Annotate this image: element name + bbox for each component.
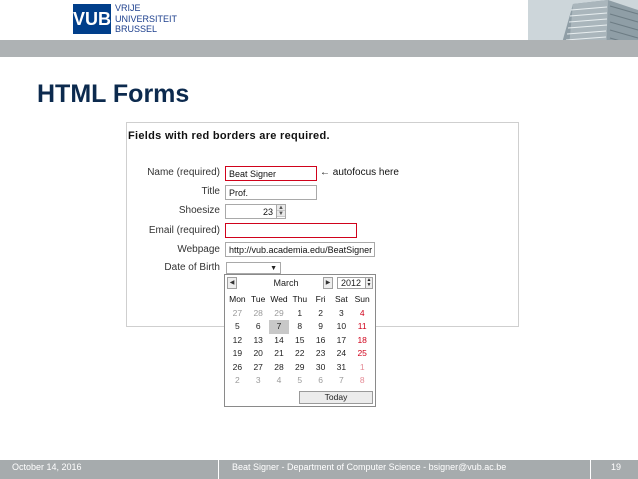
dob-select[interactable] <box>226 262 281 274</box>
footer-divider <box>590 460 591 479</box>
calendar-day[interactable]: 24 <box>336 348 347 358</box>
calendar-day[interactable]: 5 <box>235 321 240 331</box>
weekday-label: Sun <box>354 294 370 304</box>
today-button[interactable]: Today <box>299 391 373 404</box>
calendar-day[interactable]: 16 <box>315 334 326 345</box>
name-input[interactable]: Beat Signer <box>225 166 317 181</box>
label-dob: Date of Birth <box>164 262 220 273</box>
weekday-label: Tue <box>251 294 266 304</box>
weekday-label: Mon <box>229 294 246 304</box>
calendar-day[interactable]: 4 <box>359 307 365 318</box>
label-shoesize: Shoesize <box>178 205 220 216</box>
calendar-day[interactable]: 31 <box>336 361 347 372</box>
weekday-label: Sat <box>335 294 348 304</box>
calendar-day[interactable]: 1 <box>297 307 303 318</box>
calendar-day[interactable]: 8 <box>297 321 303 331</box>
label-name: Name (required) <box>147 167 220 178</box>
stepper-up-icon[interactable]: ▲ <box>278 205 284 211</box>
shoesize-input[interactable]: 23 <box>225 204 286 219</box>
calendar-week <box>227 320 373 334</box>
calendar-day[interactable]: 11 <box>357 321 367 331</box>
email-input[interactable] <box>225 223 357 238</box>
date-picker <box>224 274 376 407</box>
logo-line-1: VRIJE <box>115 3 141 13</box>
footer-divider <box>218 460 219 479</box>
calendar-day[interactable]: 28 <box>253 307 263 318</box>
calendar-day[interactable]: 19 <box>232 348 243 358</box>
calendar-day[interactable]: 10 <box>336 321 347 331</box>
calendar-week <box>227 347 373 361</box>
webpage-input[interactable]: http://vub.academia.edu/BeatSigner <box>225 242 375 257</box>
calendar-week <box>227 374 373 388</box>
label-title: Title <box>201 186 220 197</box>
weekday-label: Wed <box>270 294 288 304</box>
calendar-day[interactable]: 23 <box>315 348 326 358</box>
calendar-day[interactable]: 2 <box>235 375 240 385</box>
calendar-day[interactable]: 9 <box>318 321 323 331</box>
calendar-day[interactable]: 7 <box>269 320 290 334</box>
weekday-label: Fri <box>315 294 326 304</box>
vub-logo <box>35 0 210 40</box>
stepper-down-icon[interactable]: ▼ <box>278 211 284 217</box>
page-title: HTML Forms <box>37 80 190 108</box>
calendar-day[interactable]: 26 <box>232 361 243 372</box>
calendar-day[interactable]: 27 <box>253 361 263 372</box>
next-month-icon[interactable]: ▶ <box>323 277 333 289</box>
calendar-day[interactable]: 1 <box>359 361 365 372</box>
calendar-day[interactable]: 13 <box>253 334 263 345</box>
calendar-day[interactable]: 27 <box>232 307 243 318</box>
calendar-year-stepper[interactable] <box>337 277 373 289</box>
calendar-day[interactable]: 14 <box>274 334 284 345</box>
autofocus-note: ← autofocus here <box>320 167 399 178</box>
calendar-header <box>227 277 373 291</box>
calendar-day[interactable]: 7 <box>339 375 344 385</box>
calendar-day[interactable]: 2 <box>318 307 323 318</box>
calendar-day[interactable]: 30 <box>315 361 326 372</box>
calendar-day[interactable]: 17 <box>336 334 347 345</box>
calendar-day[interactable]: 6 <box>318 375 323 385</box>
label-email: Email (required) <box>148 225 220 236</box>
calendar-day[interactable]: 29 <box>295 361 305 372</box>
year-spin-icon[interactable]: ▲ ▼ <box>366 277 372 288</box>
calendar-grid <box>227 293 373 388</box>
page-number: 19 <box>611 462 622 472</box>
calendar-month: March <box>273 278 299 288</box>
footer-date: October 14, 2016 <box>12 462 82 472</box>
calendar-day[interactable]: 3 <box>255 375 261 385</box>
label-webpage: Webpage <box>177 244 220 255</box>
header-band <box>0 40 638 57</box>
calendar-day[interactable]: 18 <box>357 334 367 345</box>
logo-line-3: BRUSSEL <box>115 24 158 34</box>
logo-mark: VUB <box>73 4 111 34</box>
chevron-down-icon: ▼ <box>270 265 277 272</box>
calendar-year: 2012 <box>341 278 362 288</box>
weekday-row <box>227 293 373 307</box>
calendar-day[interactable]: 3 <box>339 307 344 318</box>
footer <box>0 460 638 479</box>
shoesize-stepper[interactable] <box>276 205 285 218</box>
calendar-day[interactable]: 28 <box>274 361 284 372</box>
calendar-day[interactable]: 6 <box>255 321 261 331</box>
calendar-week <box>227 334 373 348</box>
calendar-day[interactable]: 8 <box>359 375 365 385</box>
calendar-day[interactable]: 12 <box>232 334 243 345</box>
prev-month-icon[interactable]: ◀ <box>227 277 237 289</box>
header <box>0 0 638 40</box>
logo-line-2: UNIVERSITEIT <box>115 13 178 24</box>
calendar-day[interactable]: 21 <box>274 348 284 358</box>
title-input[interactable]: Prof. <box>225 185 317 200</box>
weekday-label: Thu <box>292 294 308 304</box>
calendar-week <box>227 361 373 375</box>
footer-author: Beat Signer - Department of Computer Science - bsigner@vub.ac.be <box>232 462 507 472</box>
calendar-week <box>227 307 373 321</box>
form-heading: Fields with red borders are required. <box>128 130 330 142</box>
calendar-day[interactable]: 15 <box>295 334 305 345</box>
calendar-day[interactable]: 29 <box>274 307 284 318</box>
calendar-day[interactable]: 4 <box>276 375 282 385</box>
calendar-day[interactable]: 5 <box>297 375 303 385</box>
calendar-day[interactable]: 22 <box>295 348 305 358</box>
calendar-day[interactable]: 20 <box>253 348 263 358</box>
logo-text <box>115 3 177 35</box>
calendar-day[interactable]: 25 <box>357 348 367 358</box>
